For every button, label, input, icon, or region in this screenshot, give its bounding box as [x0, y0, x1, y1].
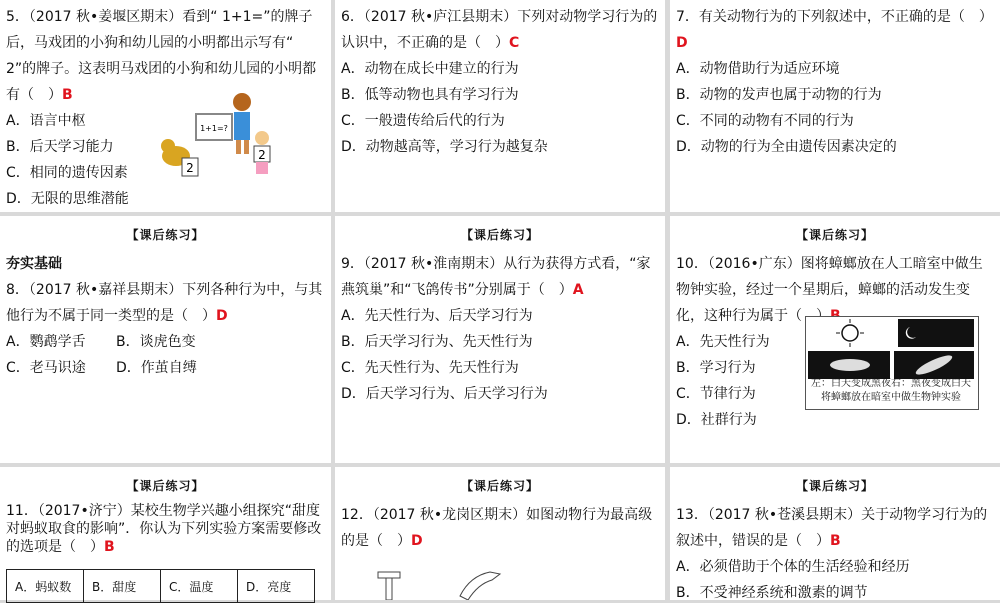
answer-mark: D	[216, 308, 228, 324]
answer-mark: A	[572, 282, 584, 298]
question-text: 13．（2017 秋•苍溪县期末）关于动物学习行为的叙述中，错误的是（ ）B	[676, 507, 988, 549]
bird-icon	[460, 572, 500, 600]
option-a: A．必须借助于个体的生活经验和经历	[676, 559, 910, 575]
question-panel-8	[0, 216, 331, 463]
section-title: 夯实基础	[6, 256, 62, 272]
answer-mark: C	[509, 35, 520, 51]
night-panel	[898, 319, 974, 347]
option-b: B．后天学习能力	[6, 139, 114, 155]
table-cell: A．蚂蚁数	[7, 570, 84, 603]
figure-caption: 左：白天变成黑夜右：黑夜变成白天 将蟑螂放在暗室中做生物钟实验	[811, 378, 971, 403]
section-header: 【课后练习】	[460, 479, 539, 493]
question-text: 9．（2017 秋•淮南期末）从行为获得方式看，“家燕筑巢”和“飞鸽传书”分别属于（ ）A	[341, 256, 651, 298]
question-text: 12．（2017 秋•龙岗区期末）如图动物行为最高级的是（ ）D	[341, 507, 653, 549]
option-b: B．后天学习行为、先天性行为	[341, 334, 533, 350]
option-a: A．先天性行为	[676, 334, 770, 350]
question-text: 5．（2017 秋•姜堰区期末）看到“ 1+1=”的牌子后，马戏团的小狗和幼儿园的小明都出示写有“ 2”的牌子。这表明马戏团的小狗和幼儿园的小明都有（ ）B	[6, 9, 317, 103]
option-c: C．节律行为	[676, 386, 756, 402]
option-d: D．作茧自缚	[116, 360, 197, 376]
answer-mark: D	[676, 35, 688, 51]
answer-mark: B	[62, 87, 73, 103]
section-header: 【课后练习】	[126, 228, 205, 242]
board-text: 1+1=?	[200, 124, 228, 133]
question-panel-9	[335, 216, 665, 463]
answer-mark: B	[830, 308, 841, 324]
option-b: B．低等动物也具有学习行为	[341, 87, 519, 103]
svg-text:2: 2	[186, 161, 194, 175]
frame-icon	[378, 572, 400, 578]
answer-mark: B	[830, 533, 841, 549]
option-b: B．学习行为	[676, 360, 756, 376]
table-cell: D．亮度	[238, 570, 315, 603]
question-panel-6	[335, 0, 665, 212]
svg-text:2: 2	[258, 148, 266, 162]
kid-head	[255, 131, 269, 145]
table-cell: C．温度	[161, 570, 238, 603]
option-c: C．相同的遗传因素	[6, 165, 128, 181]
experiment-table	[6, 569, 315, 603]
dog-and-child-illustration	[158, 88, 278, 188]
answer-mark: D	[411, 533, 423, 549]
option-c: C．一般遗传给后代的行为	[341, 113, 505, 129]
child-head	[233, 93, 251, 111]
section-header: 【课后练习】	[460, 228, 539, 242]
question-text: 10．（2016•广东）图将蟑螂放在人工暗室中做生物钟实验，经过一个星期后，蟑螂的活动发生变化，这种行为属于（ ）B	[676, 256, 983, 324]
section-header: 【课后练习】	[795, 228, 874, 242]
option-d: D．后天学习行为、后天学习行为	[341, 386, 548, 402]
animal-behavior-illustration	[370, 566, 520, 600]
question-panel-13	[670, 467, 1000, 600]
option-a: A．语言中枢	[6, 113, 86, 129]
option-c: C．不同的动物有不同的行为	[676, 113, 854, 129]
option-d: D．社群行为	[676, 412, 757, 428]
sun-icon	[842, 325, 858, 341]
option-a: A．鹦鹉学舌	[6, 334, 86, 350]
answer-mark: B	[104, 539, 115, 555]
option-d: D．动物越高等，学习行为越复杂	[341, 139, 548, 155]
question-text: 11．（2017•济宁）某校生物学兴趣小组探究“甜度对蚂蚁取食的影响”．你认为下列实验方案需要修改的选项是（ ）B	[6, 503, 322, 555]
option-b: B．不受神经系统和激素的调节	[676, 585, 868, 600]
section-header: 【课后练习】	[795, 479, 874, 493]
question-panel-7	[670, 0, 1000, 212]
option-a: A．先天性行为、后天学习行为	[341, 308, 533, 324]
section-header: 【课后练习】	[126, 479, 205, 493]
option-b: B．谈虎色变	[116, 334, 196, 350]
cockroach-icon	[830, 359, 870, 371]
option-b: B．动物的发声也属于动物的行为	[676, 87, 882, 103]
option-c: C．先天性行为、先天性行为	[341, 360, 519, 376]
option-c: C．老马识途	[6, 360, 86, 376]
question-text: 8．（2017 秋•嘉祥县期末）下列各种行为中，与其他行为不属于同一类型的是（ ）D	[6, 282, 323, 324]
table-cell: B．甜度	[84, 570, 161, 603]
question-text: 7．有关动物行为的下列叙述中，不正确的是（ ）D	[676, 9, 993, 51]
option-a: A．动物在成长中建立的行为	[341, 61, 519, 77]
child-body	[234, 112, 250, 140]
option-d: D．无限的思维潜能	[6, 191, 129, 207]
option-d: D．动物的行为全由遗传因素决定的	[676, 139, 897, 155]
question-text: 6．（2017 秋•庐江县期末）下列对动物学习行为的认识中，不正确的是（ ）C	[341, 9, 658, 51]
option-a: A．动物借助行为适应环境	[676, 61, 840, 77]
